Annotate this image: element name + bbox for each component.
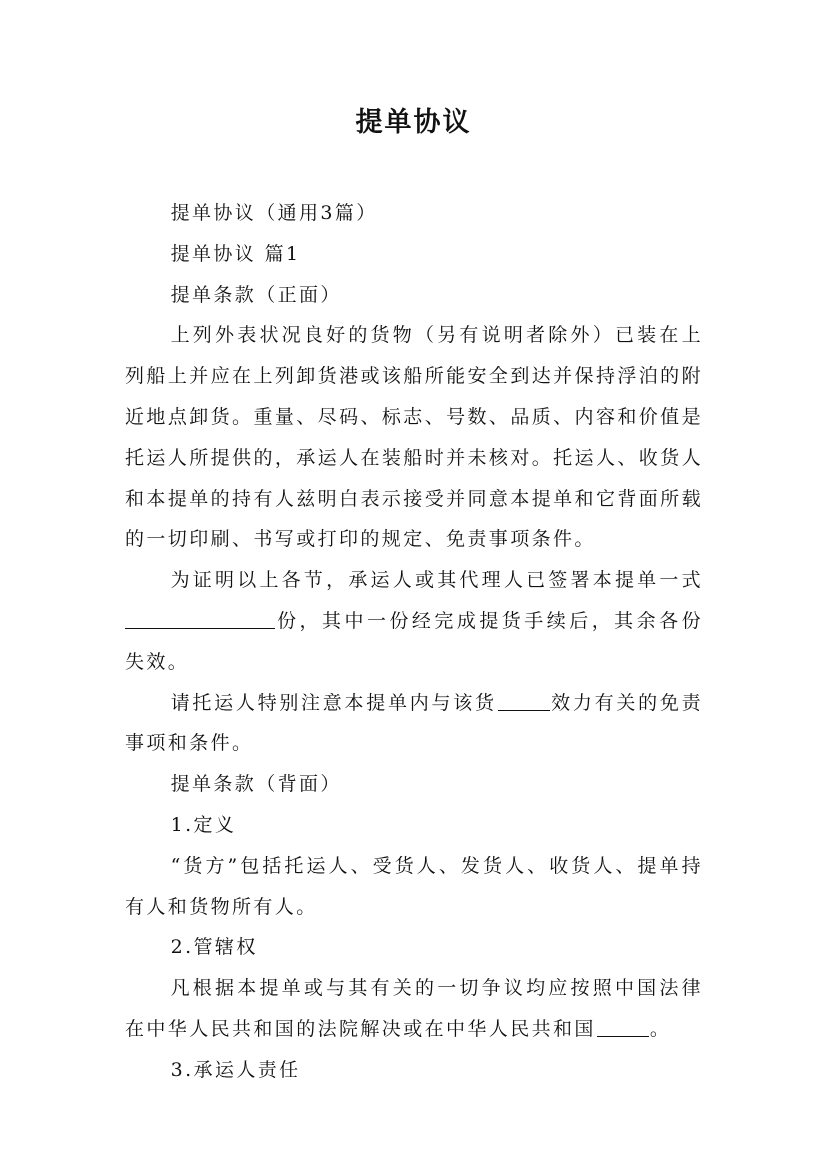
paragraph-front-terms-body: 上列外表状况良好的货物（另有说明者除外）已装在上列船上并应在上列卸货港或该船所能安全到达并保持浮泊的附近地点卸货。重量、尽码、标志、号数、品质、内容和价值是托运人所提供的，承运人在装船时并未核对。托运人、收货人和本提单的持有人兹明白表示接受并同意本提单和它背面所载的一切印刷、书写或打印的规定、免责事项条件。 (125, 324, 703, 551)
document-body (125, 193, 703, 1091)
clause-heading-carrier-liability: 3.承运人责任 (170, 1058, 301, 1081)
paragraph-copies-text-b: 份，其中一份经完成提货手续后，其余各份失效。 (125, 609, 703, 673)
fill-blank-copies (125, 609, 275, 629)
paragraph-subtitle: 提单协议（通用3篇） (170, 202, 378, 224)
document-title: 提单协议 (355, 107, 472, 138)
paragraph-back-terms-heading: 提单条款（背面） (170, 773, 342, 796)
paragraph-front-terms-heading: 提单条款（正面） (170, 283, 342, 306)
fill-blank-jurisdiction (597, 1017, 649, 1037)
clause-jurisdiction-text-b: 。 (649, 1017, 672, 1040)
clause-body-definition: “货方”包括托运人、受货人、发货人、收货人、提单持有人和货物所有人。 (125, 854, 703, 918)
paragraph-notice-text-b: 效力有关的免责事项和条件。 (125, 691, 703, 755)
clause-heading-jurisdiction: 2.管辖权 (170, 936, 258, 959)
paragraph-notice-text-a: 请托运人特别注意本提单内与该货 (170, 691, 497, 714)
paragraph-copies (125, 560, 703, 682)
clause-body-jurisdiction (125, 968, 703, 1050)
paragraph-section-heading: 提单协议 篇1 (170, 242, 301, 265)
clause-jurisdiction-text-a: 凡根据本提单或与其有关的一切争议均应按照中国法律在中华人民共和国的法院解决或在中华人民共和国 (125, 977, 703, 1040)
paragraph-copies-text-a: 为证明以上各节，承运人或其代理人已签署本提单一式 (170, 569, 703, 592)
fill-blank-goods (498, 691, 550, 711)
paragraph-notice (125, 683, 703, 765)
clause-heading-definition: 1.定义 (170, 813, 237, 836)
